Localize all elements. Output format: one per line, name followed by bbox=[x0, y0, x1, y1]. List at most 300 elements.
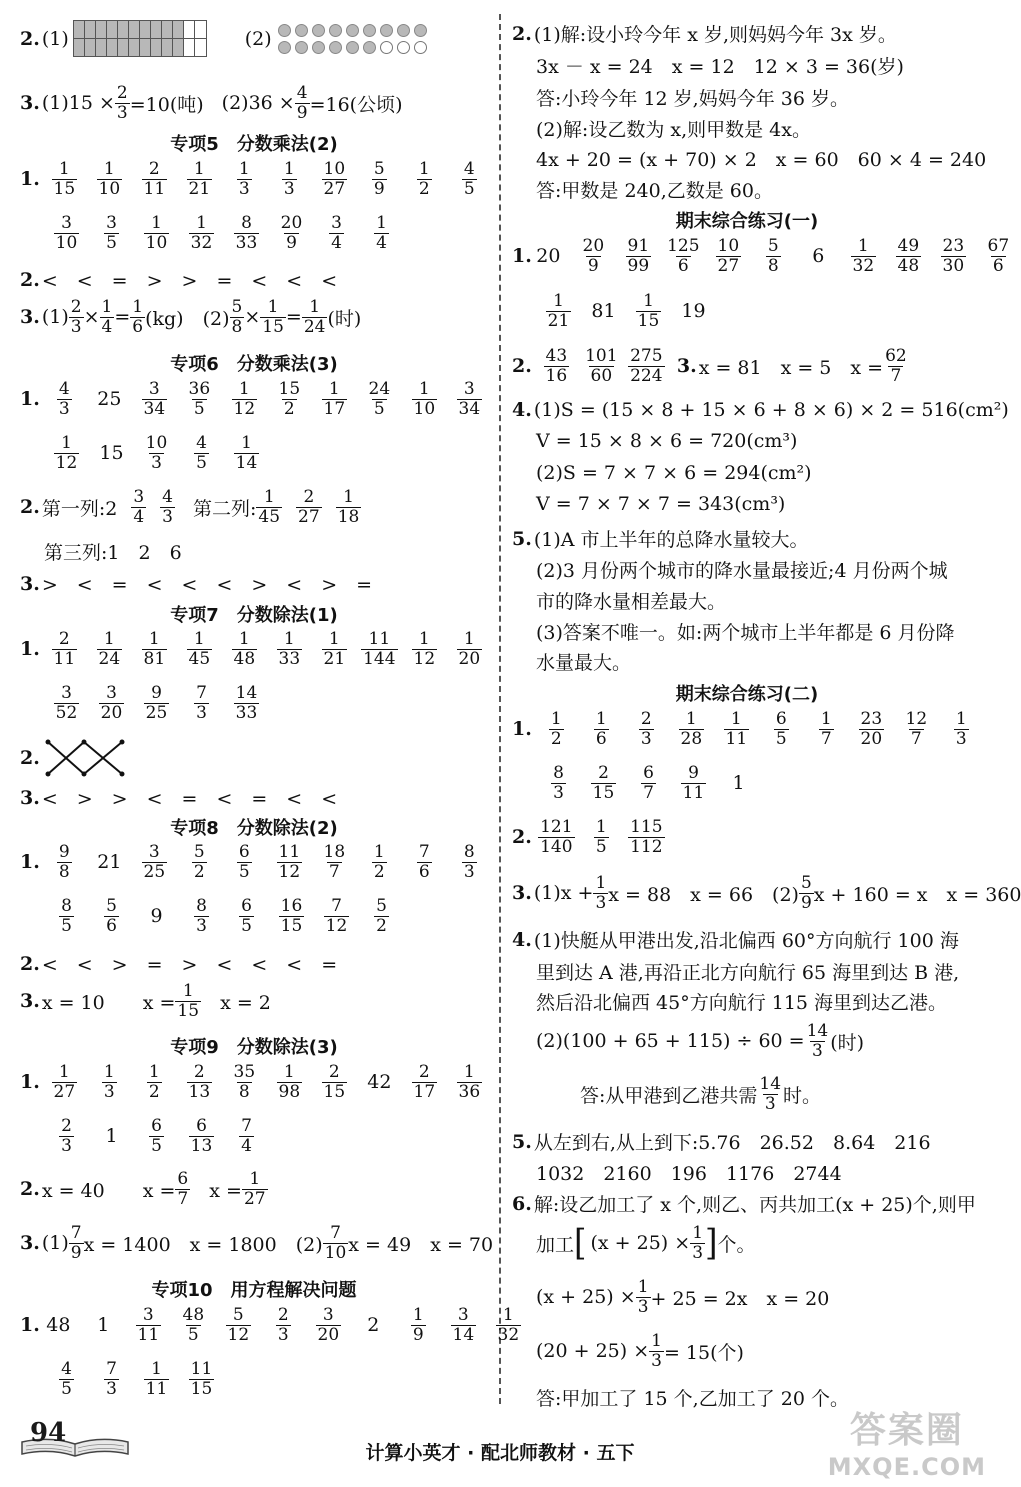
fraction: $\frac{121}{140}$ bbox=[540, 817, 573, 857]
fraction-row bbox=[534, 710, 984, 748]
answer-line bbox=[512, 710, 984, 748]
matching-lines bbox=[42, 738, 132, 778]
text: (2)(100 + 65 + 115) ÷ 60 = bbox=[536, 1030, 805, 1053]
text: x = bbox=[190, 1179, 242, 1202]
answer-line bbox=[512, 20, 897, 47]
fraction: $\frac{1}{18}$ bbox=[337, 487, 360, 527]
fraction: $\frac{5}{12}$ bbox=[227, 1305, 250, 1345]
fraction: $\frac{1}{81}$ bbox=[143, 629, 166, 669]
fraction: $\frac{2}{13}$ bbox=[188, 1062, 211, 1102]
answer-line bbox=[512, 347, 909, 385]
fraction: $\frac{1}{4}$ bbox=[376, 213, 387, 253]
fraction: $\frac{2}{3}$ bbox=[116, 83, 128, 123]
fraction: $\frac{1}{28}$ bbox=[680, 709, 703, 749]
question-number: 3. bbox=[676, 355, 697, 378]
fraction: $\frac{9}{11}$ bbox=[682, 763, 705, 803]
question-number: 2. bbox=[20, 952, 40, 975]
fraction-row bbox=[36, 1306, 531, 1344]
bracket: ] bbox=[705, 1222, 718, 1265]
answer-line bbox=[20, 982, 271, 1020]
answer-line bbox=[536, 764, 761, 802]
fraction: $\frac{5}{9}$ bbox=[373, 159, 385, 199]
text: = bbox=[285, 306, 302, 329]
section-heading: 专项10 用方程解决问题 bbox=[151, 1280, 357, 1301]
fraction: $\frac{1}{3}$ bbox=[692, 1223, 704, 1263]
fraction: $\frac{2}{11}$ bbox=[143, 159, 166, 199]
answer-line bbox=[20, 784, 337, 811]
fraction-row bbox=[44, 1117, 269, 1155]
text: 从左到右,从上到下:5.76 26.52 8.64 216 bbox=[533, 1132, 931, 1154]
fraction: $\frac{1}{3}$ bbox=[651, 1331, 662, 1371]
fraction: $\frac{1}{15}$ bbox=[637, 291, 660, 331]
fraction: $\frac{7}{10}$ bbox=[324, 1223, 347, 1263]
fraction: $\frac{35}{8}$ bbox=[233, 1062, 256, 1102]
answer-number: 25 bbox=[97, 388, 122, 411]
fraction: $\frac{1}{3}$ bbox=[955, 709, 967, 749]
question-number: 1. bbox=[20, 638, 40, 661]
fraction: $\frac{3}{52}$ bbox=[55, 683, 78, 723]
fraction: $\frac{5}{6}$ bbox=[106, 896, 117, 936]
fraction: $\frac{7}{3}$ bbox=[196, 683, 207, 723]
fraction: $\frac{1}{3}$ bbox=[238, 159, 250, 199]
fraction: $\frac{3}{5}$ bbox=[106, 213, 117, 253]
fraction: $\frac{10}{27}$ bbox=[323, 159, 346, 199]
fraction-row bbox=[42, 160, 492, 198]
fraction: $\frac{5}{9}$ bbox=[800, 873, 812, 913]
fraction: $\frac{1}{2}$ bbox=[148, 1062, 160, 1102]
text: 答:从甲港到乙港共需 bbox=[580, 1084, 758, 1107]
section-heading: 专项6 分数乘法(3) bbox=[170, 354, 338, 375]
page-number: 94 bbox=[30, 1418, 67, 1448]
text: 第二列: bbox=[193, 497, 257, 520]
answer-number: 9 bbox=[150, 905, 163, 928]
fraction-row bbox=[536, 764, 761, 802]
text: 加工 bbox=[536, 1233, 575, 1256]
answer-line: (2)3 月份两个城市的降水量最接近;4 月份两个城 bbox=[536, 560, 948, 582]
answer-line: 答:甲数是 240,乙数是 60。 bbox=[536, 180, 773, 202]
fraction: $\frac{1}{24}$ bbox=[98, 629, 121, 669]
fraction: $\frac{1}{3}$ bbox=[103, 1062, 115, 1102]
text: = 15(个) bbox=[663, 1341, 744, 1364]
fraction: $\frac{11}{15}$ bbox=[190, 1359, 213, 1399]
fraction: $\frac{7}{6}$ bbox=[418, 842, 430, 882]
answer-line bbox=[512, 399, 1009, 421]
question-number: 3. bbox=[20, 92, 40, 115]
text: (1) bbox=[41, 306, 69, 329]
fraction: $\frac{1}{27}$ bbox=[243, 1169, 266, 1209]
text: =16(公顷) bbox=[309, 93, 403, 116]
fraction-row bbox=[44, 1360, 224, 1398]
text: 第一列:2 bbox=[41, 497, 118, 520]
fraction: $\frac{2}{15}$ bbox=[323, 1062, 346, 1102]
fraction: $\frac{8}{33}$ bbox=[235, 213, 258, 253]
book-title: 计算小英才 · 配北师教材 · 五下 bbox=[365, 1442, 635, 1464]
fraction: $\frac{3}{10}$ bbox=[55, 213, 78, 253]
question-number: 5. bbox=[512, 1130, 532, 1153]
fraction: $\frac{1}{3}$ bbox=[637, 1277, 649, 1317]
answer-line bbox=[44, 1360, 224, 1398]
answer-line bbox=[44, 1117, 269, 1155]
fraction: $\frac{5}{8}$ bbox=[767, 236, 779, 276]
answer-line: 答:小玲今年 12 岁,妈妈今年 36 岁。 bbox=[536, 88, 849, 110]
answer-line bbox=[20, 1170, 268, 1208]
fraction: $\frac{3}{11}$ bbox=[137, 1305, 160, 1345]
fraction: $\frac{2}{27}$ bbox=[298, 487, 320, 527]
fraction: $\frac{1}{15}$ bbox=[53, 159, 76, 199]
fraction: $\frac{1}{2}$ bbox=[373, 842, 385, 882]
answer-line: 4x + 20 = (x + 70) × 2 x = 60 60 × 4 = 240 bbox=[536, 149, 987, 171]
fraction: $\frac{6}{5}$ bbox=[151, 1116, 162, 1156]
text: 解:设乙加工了 x 个,则乙、丙共加工(x + 25)个,则甲 bbox=[533, 1194, 976, 1216]
section-heading: 期末综合练习(一) bbox=[675, 211, 819, 232]
section-heading: 期末综合练习(二) bbox=[675, 684, 819, 705]
fraction: $\frac{6}{5}$ bbox=[775, 709, 787, 749]
fraction: $\frac{23}{20}$ bbox=[860, 709, 883, 749]
fraction: $\frac{4}{3}$ bbox=[162, 487, 173, 527]
text: x = 49 x = 70 bbox=[348, 1233, 494, 1256]
fraction: $\frac{101}{60}$ bbox=[585, 346, 618, 386]
answer-line bbox=[20, 488, 361, 526]
text: (时) bbox=[830, 1031, 865, 1054]
text: (时) bbox=[327, 307, 362, 330]
text: 时。 bbox=[783, 1084, 822, 1107]
answer-line bbox=[536, 292, 716, 330]
section-heading: 专项8 分数除法(2) bbox=[170, 818, 338, 839]
fraction: $\frac{1}{14}$ bbox=[235, 433, 258, 473]
text: 个。 bbox=[717, 1233, 756, 1256]
fraction: $\frac{5}{8}$ bbox=[231, 297, 243, 337]
answer-line bbox=[512, 1128, 931, 1155]
fraction: $\frac{9}{25}$ bbox=[145, 683, 168, 723]
question-number: 2. bbox=[512, 355, 532, 378]
fraction: $\frac{7}{9}$ bbox=[70, 1223, 82, 1263]
fraction: $\frac{3}{4}$ bbox=[133, 487, 145, 527]
text: x = 1400 x = 1800 (2) bbox=[83, 1233, 323, 1256]
fraction: $\frac{67}{6}$ bbox=[987, 236, 1010, 276]
fraction: $\frac{1}{15}$ bbox=[262, 297, 284, 337]
bracket: [ bbox=[574, 1222, 587, 1265]
question-number: 3. bbox=[512, 882, 532, 905]
fraction: $\frac{1}{32}$ bbox=[852, 236, 875, 276]
fraction: $\frac{1}{12}$ bbox=[55, 433, 78, 473]
answer-number: 1 bbox=[97, 1314, 110, 1337]
fraction: $\frac{20}{9}$ bbox=[280, 213, 303, 253]
text: (kg) (2) bbox=[145, 307, 230, 330]
fraction: $\frac{1}{2}$ bbox=[418, 159, 430, 199]
fraction: $\frac{1}{45}$ bbox=[188, 629, 211, 669]
fraction-row bbox=[536, 292, 716, 330]
fraction: $\frac{6}{13}$ bbox=[190, 1116, 213, 1156]
answer-line: 水量最大。 bbox=[536, 652, 632, 674]
text: × bbox=[244, 306, 261, 329]
fraction: $\frac{1}{7}$ bbox=[820, 709, 832, 749]
fraction: $\frac{1}{3}$ bbox=[595, 873, 607, 913]
fraction-row bbox=[526, 237, 1021, 275]
fraction: $\frac{4}{3}$ bbox=[58, 379, 70, 419]
fraction: $\frac{1}{17}$ bbox=[323, 379, 346, 419]
fraction: $\frac{1}{6}$ bbox=[132, 297, 144, 337]
fraction: $\frac{36}{5}$ bbox=[188, 379, 211, 419]
answer-line bbox=[44, 434, 269, 472]
question-number: 3. bbox=[20, 306, 40, 329]
question-number: 3. bbox=[20, 786, 40, 809]
question-number: 1. bbox=[20, 1314, 40, 1337]
fraction: $\frac{275}{224}$ bbox=[630, 346, 663, 386]
section-heading: 专项5 分数乘法(2) bbox=[170, 134, 338, 155]
fraction: $\frac{6}{7}$ bbox=[643, 763, 654, 803]
fraction: $\frac{3}{14}$ bbox=[452, 1305, 475, 1345]
fraction: $\frac{49}{48}$ bbox=[897, 236, 920, 276]
question-number: 6. bbox=[512, 1192, 532, 1215]
fraction: $\frac{4}{5}$ bbox=[61, 1359, 72, 1399]
question-number: 3. bbox=[20, 1232, 40, 1255]
fraction: $\frac{16}{15}$ bbox=[280, 896, 303, 936]
fraction: $\frac{1}{15}$ bbox=[177, 981, 200, 1021]
answer-line bbox=[512, 525, 809, 552]
fraction: $\frac{2}{3}$ bbox=[277, 1305, 289, 1345]
text: × bbox=[83, 306, 100, 329]
answer-line bbox=[44, 897, 404, 935]
question-number: 2. bbox=[20, 1178, 40, 1201]
fraction: $\frac{4}{5}$ bbox=[463, 159, 475, 199]
fraction: $\frac{115}{112}$ bbox=[630, 817, 663, 857]
fraction: $\frac{2}{11}$ bbox=[53, 629, 76, 669]
fraction: $\frac{1}{98}$ bbox=[278, 1062, 301, 1102]
fraction: $\frac{10}{3}$ bbox=[145, 433, 168, 473]
fraction: $\frac{8}{3}$ bbox=[196, 896, 207, 936]
fraction: $\frac{1}{48}$ bbox=[233, 629, 256, 669]
fraction: $\frac{1}{12}$ bbox=[233, 379, 256, 419]
fraction-row bbox=[534, 347, 669, 385]
answer-line bbox=[20, 20, 431, 57]
answer-number: 2 bbox=[367, 1314, 380, 1337]
fraction: $\frac{6}{7}$ bbox=[177, 1169, 189, 1209]
question-number: 2. bbox=[512, 826, 532, 849]
answer-number: 1 bbox=[732, 772, 745, 795]
fraction: $\frac{1}{24}$ bbox=[303, 297, 326, 337]
question-number: 1. bbox=[512, 245, 532, 268]
text: (x + 25) × bbox=[590, 1232, 691, 1255]
question-number: 2. bbox=[20, 268, 40, 291]
answer-number: 1 bbox=[105, 1125, 118, 1148]
question-number: 1. bbox=[20, 851, 40, 874]
watermark-text: 答案圈 bbox=[849, 1410, 964, 1451]
answer-line bbox=[20, 570, 372, 597]
fraction: $\frac{6}{5}$ bbox=[238, 842, 250, 882]
answer-line: 然后沿北偏西 45°方向航行 115 海里到达乙港。 bbox=[536, 992, 948, 1014]
answer-line: (3)答案不唯一。如:两个城市上半年都是 6 月份降 bbox=[536, 622, 955, 644]
question-number: 5. bbox=[512, 527, 532, 550]
question-number: 1. bbox=[512, 718, 532, 741]
page-footer bbox=[0, 1400, 1000, 1487]
text: + 25 = 2x x = 20 bbox=[650, 1287, 830, 1310]
fraction: $\frac{3}{4}$ bbox=[331, 213, 342, 253]
answer-line: 第三列:1 2 6 bbox=[44, 542, 182, 564]
answer-line bbox=[512, 237, 1021, 275]
answer-line bbox=[512, 818, 669, 856]
fraction: $\frac{1}{11}$ bbox=[725, 709, 748, 749]
fraction: $\frac{15}{2}$ bbox=[278, 379, 301, 419]
text: < > > < = < = < < bbox=[41, 788, 338, 810]
text: (20 + 25) × bbox=[536, 1340, 650, 1363]
question-number: 1. bbox=[20, 1071, 40, 1094]
fraction: $\frac{125}{6}$ bbox=[667, 236, 700, 276]
part-label: (1) bbox=[41, 27, 69, 50]
fraction: $\frac{1}{45}$ bbox=[258, 487, 281, 527]
text: x = 40 x = bbox=[41, 1179, 176, 1202]
fraction: $\frac{4}{9}$ bbox=[296, 83, 308, 123]
answer-line bbox=[20, 84, 403, 122]
fraction: $\frac{14}{3}$ bbox=[806, 1021, 829, 1061]
fraction-row bbox=[42, 630, 492, 668]
question-number: 2. bbox=[20, 747, 40, 769]
fraction: $\frac{14}{3}$ bbox=[759, 1074, 782, 1114]
fraction: $\frac{43}{16}$ bbox=[545, 346, 568, 386]
text: (2)36 × bbox=[221, 92, 295, 115]
part-label: (2) bbox=[244, 27, 272, 50]
text: = bbox=[114, 306, 131, 329]
answer-line bbox=[20, 298, 361, 336]
fraction: $\frac{8}{3}$ bbox=[463, 842, 475, 882]
fraction: $\frac{4}{5}$ bbox=[196, 433, 207, 473]
fraction-row bbox=[44, 214, 404, 252]
question-number: 3. bbox=[20, 990, 40, 1013]
answer-line bbox=[20, 380, 492, 418]
fraction: $\frac{3}{25}$ bbox=[143, 842, 166, 882]
answer-line: V = 7 × 7 × 7 = 343(cm³) bbox=[536, 493, 786, 515]
text: =10(吨) bbox=[129, 93, 204, 116]
fraction: $\frac{18}{7}$ bbox=[323, 842, 346, 882]
fraction: $\frac{2}{3}$ bbox=[61, 1116, 72, 1156]
fraction: $\frac{1}{9}$ bbox=[412, 1305, 424, 1345]
text: x = 10 x = bbox=[41, 991, 176, 1014]
answer-number: 81 bbox=[591, 300, 616, 323]
fraction: $\frac{3}{20}$ bbox=[100, 683, 123, 723]
fraction: $\frac{3}{20}$ bbox=[317, 1305, 340, 1345]
fraction: $\frac{91}{99}$ bbox=[627, 236, 650, 276]
fraction-row bbox=[42, 380, 492, 418]
fraction: $\frac{1}{4}$ bbox=[101, 297, 113, 337]
answer-line bbox=[44, 684, 269, 722]
question-number: 2. bbox=[20, 27, 40, 50]
answer-line bbox=[20, 160, 492, 198]
fraction: $\frac{8}{3}$ bbox=[553, 763, 564, 803]
fraction: $\frac{20}{9}$ bbox=[582, 236, 605, 276]
section-heading: 专项9 分数除法(3) bbox=[170, 1037, 338, 1058]
fraction: $\frac{14}{33}$ bbox=[235, 683, 258, 723]
answer-line bbox=[20, 950, 337, 977]
fraction: $\frac{3}{34}$ bbox=[458, 379, 481, 419]
answer-line: 答:甲加工了 15 个,乙加工了 20 个。 bbox=[536, 1388, 849, 1410]
text: < < > = > < < < = bbox=[41, 954, 338, 976]
fraction-row bbox=[42, 843, 492, 881]
fraction: $\frac{1}{10}$ bbox=[145, 213, 168, 253]
answer-line: 市的降水量相差最大。 bbox=[536, 591, 727, 613]
question-number: 1. bbox=[20, 168, 40, 191]
fraction-row bbox=[42, 1063, 492, 1101]
text: < < = > > = < < < bbox=[41, 270, 338, 292]
fraction: $\frac{1}{11}$ bbox=[145, 1359, 168, 1399]
fraction: $\frac{2}{15}$ bbox=[592, 763, 615, 803]
fraction: $\frac{3}{34}$ bbox=[143, 379, 166, 419]
fraction: $\frac{1}{32}$ bbox=[497, 1305, 520, 1345]
text: (1)15 × bbox=[41, 92, 115, 115]
section-heading: 专项7 分数除法(1) bbox=[170, 605, 338, 626]
question-number: 1. bbox=[20, 388, 40, 411]
fraction: $\frac{7}{12}$ bbox=[325, 896, 348, 936]
fraction: $\frac{1}{21}$ bbox=[323, 629, 346, 669]
fraction: $\frac{1}{5}$ bbox=[595, 817, 607, 857]
answer-line bbox=[580, 1075, 821, 1113]
fraction: $\frac{1}{21}$ bbox=[547, 291, 570, 331]
answer-line bbox=[20, 630, 492, 668]
fraction: $\frac{1}{27}$ bbox=[53, 1062, 76, 1102]
answer-line bbox=[20, 843, 492, 881]
answer-line: 1032 2160 196 1176 2744 bbox=[536, 1163, 842, 1185]
fraction-grid bbox=[73, 20, 207, 57]
text: (1)S = (15 × 8 + 15 × 6 + 8 × 6) × 2 = 516(cm²) bbox=[533, 399, 1009, 421]
fraction-row bbox=[44, 684, 269, 722]
answer-line: 3x － x = 24 x = 12 12 × 3 = 36(岁) bbox=[536, 56, 904, 78]
answer-line bbox=[512, 874, 1021, 912]
text: (1)解:设小玲今年 x 岁,则妈妈今年 3x 岁。 bbox=[533, 24, 897, 46]
fraction: $\frac{1}{10}$ bbox=[98, 159, 121, 199]
answer-number: 6 bbox=[812, 245, 825, 268]
answer-line bbox=[512, 1190, 976, 1217]
answer-line bbox=[536, 1222, 756, 1265]
fraction: $\frac{5}{2}$ bbox=[193, 842, 205, 882]
fraction: $\frac{1}{10}$ bbox=[413, 379, 436, 419]
fraction: $\frac{2}{17}$ bbox=[413, 1062, 436, 1102]
fraction: $\frac{1}{33}$ bbox=[278, 629, 301, 669]
fraction-dots bbox=[278, 24, 431, 54]
text: (x + 25) × bbox=[536, 1286, 636, 1309]
fraction: $\frac{23}{30}$ bbox=[942, 236, 965, 276]
answer-line: 里到达 A 港,再沿正北方向航行 65 海里到达 B 港, bbox=[536, 962, 960, 984]
text: (1)快艇从甲港出发,沿北偏西 60°方向航行 100 海 bbox=[533, 930, 959, 952]
text: x = 88 x = 66 (2) bbox=[608, 883, 799, 906]
answer-line bbox=[44, 214, 404, 252]
fraction: $\frac{1}{3}$ bbox=[283, 159, 295, 199]
answer-line: V = 15 × 8 × 6 = 720(cm³) bbox=[536, 430, 798, 452]
question-number: 4. bbox=[512, 928, 532, 951]
answer-number: 19 bbox=[681, 300, 706, 323]
fraction: $\frac{48}{5}$ bbox=[182, 1305, 205, 1345]
text: x + 160 = x x = 360 bbox=[813, 883, 1021, 906]
text: (1) bbox=[41, 1232, 69, 1255]
column-divider bbox=[499, 14, 501, 1404]
fraction: $\frac{12}{7}$ bbox=[905, 709, 928, 749]
fraction: $\frac{11}{12}$ bbox=[278, 842, 301, 882]
fraction: $\frac{2}{3}$ bbox=[70, 297, 82, 337]
fraction-row bbox=[44, 897, 404, 935]
fraction: $\frac{1}{21}$ bbox=[188, 159, 211, 199]
text: x = 81 x = 5 x = bbox=[698, 356, 884, 379]
fraction: $\frac{7}{3}$ bbox=[106, 1359, 117, 1399]
fraction: $\frac{10}{27}$ bbox=[717, 236, 740, 276]
fraction: $\frac{2}{3}$ bbox=[640, 709, 652, 749]
fraction: $\frac{62}{7}$ bbox=[885, 346, 907, 386]
text: x = 2 bbox=[201, 991, 271, 1014]
fraction: $\frac{1}{20}$ bbox=[458, 629, 481, 669]
text: (1)x + bbox=[533, 882, 594, 905]
answer-line bbox=[20, 1306, 531, 1344]
question-number: 3. bbox=[20, 572, 40, 595]
fraction: $\frac{1}{36}$ bbox=[458, 1062, 481, 1102]
answer-number: 20 bbox=[536, 245, 561, 268]
fraction: $\frac{1}{6}$ bbox=[595, 709, 607, 749]
answer-line bbox=[20, 1063, 492, 1101]
